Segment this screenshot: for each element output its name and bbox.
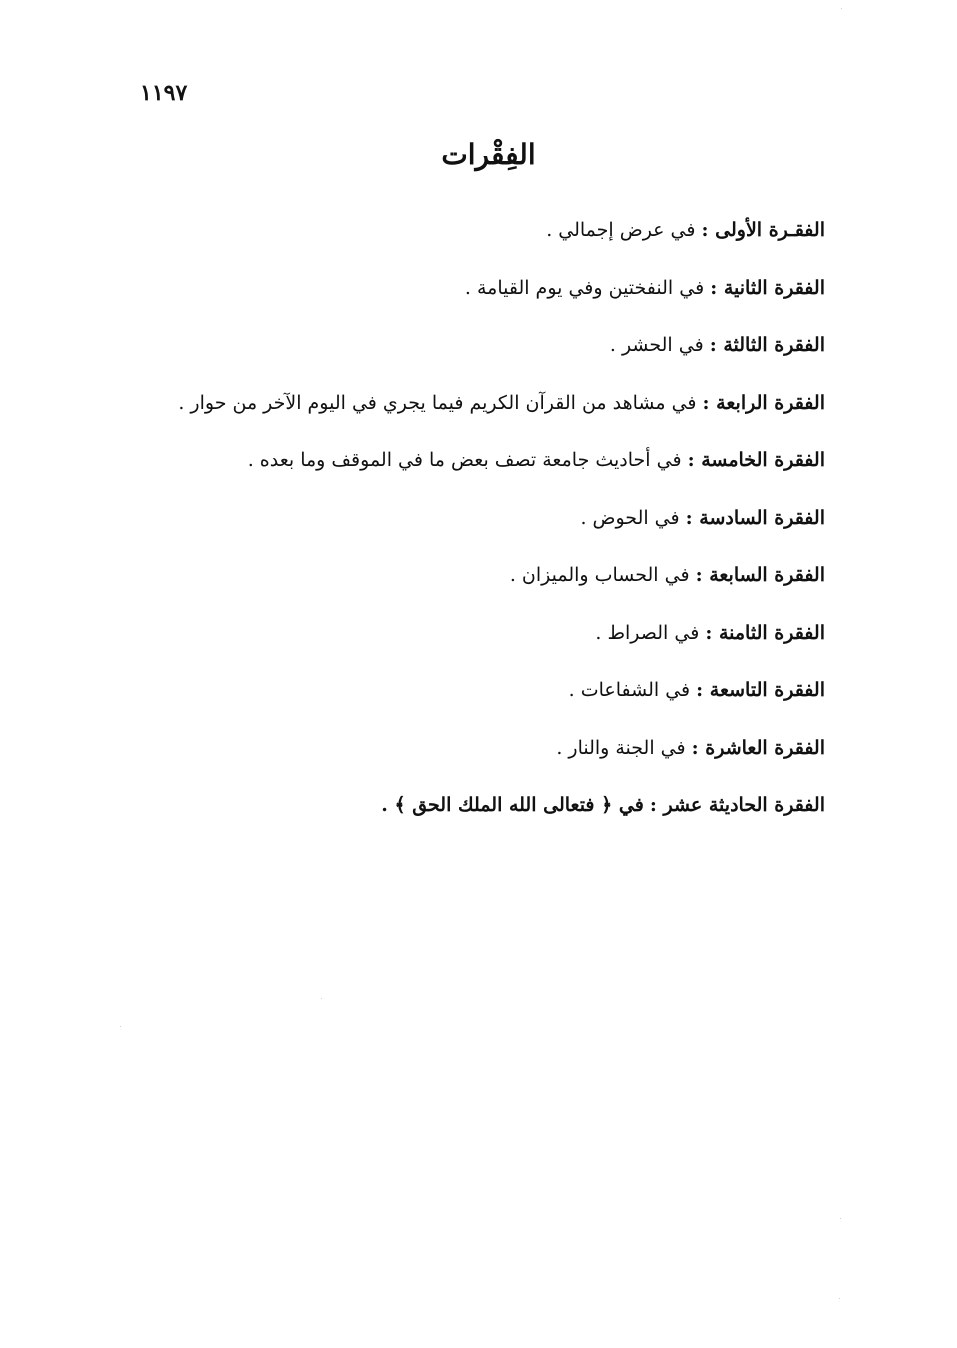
- paragraph-label: الفقرة السادسة :: [685, 506, 825, 529]
- paragraph-item-10: [125, 726, 825, 784]
- paragraph-item-6: [125, 496, 825, 554]
- paragraph-description: في الحشر .: [609, 334, 704, 356]
- paragraph-item-2: [125, 266, 825, 324]
- paragraph-description: في الشفاعات .: [568, 679, 691, 701]
- page-title: الفِقْرات: [441, 138, 536, 171]
- paragraph-item-8: [125, 611, 825, 669]
- paragraph-item-4: [125, 381, 825, 439]
- paragraph-label: الفقرة العاشرة :: [691, 736, 825, 759]
- paragraph-label: الفقرة الثالثة :: [709, 334, 825, 356]
- paragraph-description: في الصراط .: [595, 621, 700, 644]
- page-number: ١١٩٧: [140, 80, 188, 106]
- paragraph-label: الفقرة الحاديثة عشر :: [649, 794, 825, 816]
- paragraph-label: الفقرة الرابعة :: [702, 391, 825, 414]
- paragraph-item-9: [125, 668, 825, 726]
- paragraph-label: الفقرة الثامنة :: [705, 621, 825, 644]
- scan-speck: [120, 1026, 121, 1027]
- paragraph-item-5: [125, 438, 825, 496]
- paragraph-label: الفقرة السابعة :: [695, 564, 825, 586]
- paragraph-description: في مشاهد من القرآن الكريم فيما يجري في اليوم الآخر من حوار .: [178, 391, 697, 414]
- paragraph-item-7: [125, 553, 825, 611]
- paragraph-description: في ﴿ فتعالى الله الملك الحق ﴾ .: [381, 794, 644, 816]
- paragraph-description: في عرض إجمالي .: [546, 219, 696, 241]
- paragraph-label: الفقرة الخامسة :: [687, 449, 825, 471]
- paragraph-item-11: [125, 783, 825, 841]
- paragraph-description: في الحساب والميزان .: [509, 564, 690, 586]
- paragraph-description: في الجنة والنار .: [556, 736, 686, 759]
- paragraph-item-1: [125, 208, 825, 266]
- scan-speck: [321, 998, 322, 999]
- scan-speck: [839, 1298, 840, 1299]
- paragraph-description: في النفختين وفي يوم القيامة .: [464, 276, 705, 299]
- scan-speck: [840, 1218, 841, 1219]
- paragraph-description: في الحوض .: [580, 506, 680, 529]
- paragraph-item-3: [125, 323, 825, 381]
- paragraph-description: في أحاديث جامعة تصف بعض ما في الموقف وما بعده .: [247, 449, 682, 471]
- scan-speck: [841, 8, 842, 9]
- paragraph-list: [125, 208, 825, 841]
- paragraph-label: الفقرة التاسعة :: [696, 679, 825, 701]
- paragraph-label: الفقـرة الأولى :: [701, 219, 825, 241]
- paragraph-label: الفقرة الثانية :: [710, 276, 825, 299]
